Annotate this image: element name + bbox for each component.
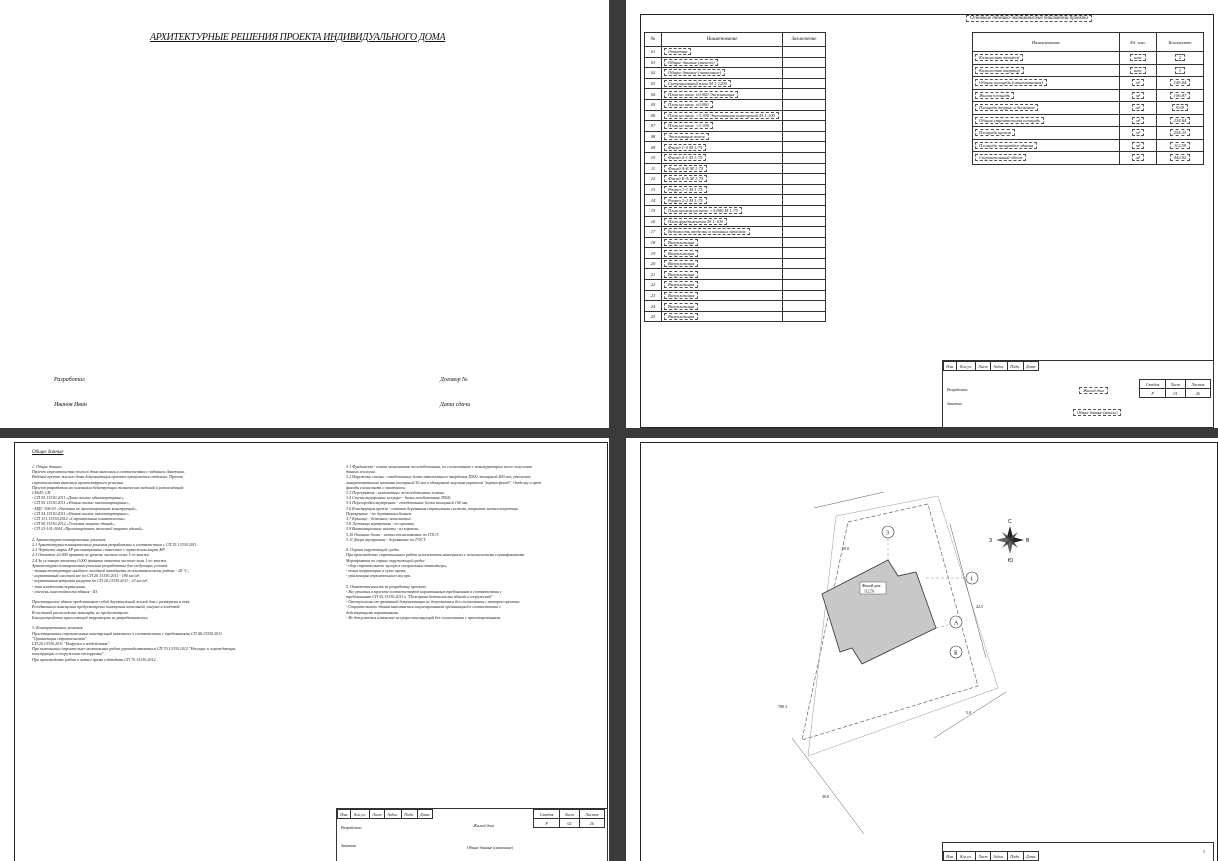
tep-value-text: 2 bbox=[1175, 54, 1185, 61]
register-title-text: Общие данные (начало) bbox=[664, 59, 718, 66]
tep-value-text: 112.59 bbox=[1170, 142, 1190, 149]
register-title bbox=[662, 280, 783, 291]
stamp-sheet-title: Общие данные (окончание) bbox=[467, 845, 514, 850]
register-title-text: Фасад Б-А М 1:75 bbox=[664, 175, 707, 182]
stamp-stage-label: Листов bbox=[1185, 380, 1210, 389]
register-number: 24 bbox=[645, 301, 662, 312]
drawing-register-table bbox=[644, 32, 826, 322]
title-block bbox=[336, 808, 608, 861]
register-header-cell: Наименование bbox=[662, 33, 783, 47]
tep-unit-text: м³ bbox=[1132, 154, 1144, 161]
stamp-header-cell: Подп. bbox=[1007, 852, 1023, 861]
register-note bbox=[783, 195, 826, 206]
register-note bbox=[783, 163, 826, 174]
tep-name bbox=[973, 77, 1120, 90]
register-title bbox=[662, 269, 783, 280]
stamp-stage-label: Лист bbox=[1166, 380, 1186, 389]
register-title bbox=[662, 152, 783, 163]
register-title bbox=[662, 78, 783, 89]
register-number: 23 bbox=[645, 290, 662, 301]
axis-label: Б bbox=[954, 650, 958, 657]
stamp-header-row bbox=[943, 361, 1039, 371]
register-row bbox=[645, 269, 826, 280]
site-plan-drawing bbox=[626, 438, 1218, 861]
register-number: 12 bbox=[645, 174, 662, 185]
register-row bbox=[645, 57, 826, 68]
stamp-customer: Заказчик bbox=[947, 401, 963, 406]
stamp-header-cell: Кол.уч. bbox=[957, 362, 975, 371]
tep-header-cell: Количество bbox=[1157, 33, 1204, 52]
register-row bbox=[645, 205, 826, 216]
register-title-text: Экспликация полов bbox=[664, 133, 709, 140]
stamp-sheet-title: Общие данные (начало) bbox=[1073, 409, 1121, 416]
register-number: 13 bbox=[645, 184, 662, 195]
stamp-header-cell: Лист bbox=[369, 810, 384, 819]
register-note bbox=[783, 142, 826, 153]
tep-unit-text: м² bbox=[1132, 129, 1144, 136]
stamp-stage-table bbox=[533, 809, 605, 828]
stamp-header-cell: Изм. bbox=[944, 362, 957, 371]
tep-name-text: Общая строительная площадь bbox=[975, 117, 1044, 124]
register-row bbox=[645, 142, 826, 153]
tep-name bbox=[973, 139, 1120, 152]
stamp-project: Жилой дом bbox=[473, 823, 494, 828]
register-title bbox=[662, 184, 783, 195]
tep-unit-text: шт. bbox=[1130, 54, 1146, 61]
dim-label: 30.0 bbox=[822, 794, 829, 799]
tep-value-text: 106.87 bbox=[1170, 92, 1191, 99]
register-title bbox=[662, 89, 783, 100]
tep-value bbox=[1157, 152, 1204, 165]
building-footprint bbox=[822, 560, 936, 664]
register-note bbox=[783, 89, 826, 100]
axis-label: 1 bbox=[970, 576, 973, 583]
register-title-text: Разрез 2-2 М 1:75 bbox=[664, 197, 707, 204]
stamp-header-cell: Кол.уч. bbox=[957, 852, 975, 861]
tep-title: Основные технико-экономические показатели проекта bbox=[966, 15, 1092, 22]
contract-label: Договор № bbox=[440, 377, 468, 383]
register-row bbox=[645, 152, 826, 163]
register-row bbox=[645, 301, 826, 312]
stamp-header-cell: №док. bbox=[990, 852, 1007, 861]
compass-north-label: С bbox=[1008, 519, 1012, 525]
register-title-text: Ведомость отделки и оконных проёмов bbox=[664, 228, 750, 235]
register-number: 22 bbox=[645, 280, 662, 291]
tep-row bbox=[973, 77, 1204, 90]
register-title-text: Визуализация bbox=[664, 313, 698, 320]
tep-name bbox=[973, 102, 1120, 115]
register-title-text: Визуализация bbox=[664, 250, 698, 257]
tep-unit-text: м² bbox=[1132, 92, 1144, 99]
register-note bbox=[783, 152, 826, 163]
register-title bbox=[662, 205, 783, 216]
dimension-line bbox=[792, 738, 864, 834]
register-title-text: План кровли на отм. +5.800 М 1:75 bbox=[664, 207, 742, 214]
compass-south-label: Ю bbox=[1008, 558, 1014, 564]
date-label: Дата сдачи bbox=[440, 402, 471, 408]
tep-name bbox=[973, 152, 1120, 165]
building-area: 112.59 bbox=[864, 589, 875, 594]
register-row bbox=[645, 280, 826, 291]
tep-name bbox=[973, 127, 1120, 140]
tep-name bbox=[973, 52, 1120, 65]
register-title bbox=[662, 174, 783, 185]
plot-area: 700.3 bbox=[778, 704, 787, 709]
tep-value bbox=[1157, 139, 1204, 152]
stamp-sheet-number: 3 bbox=[1203, 849, 1205, 854]
tep-unit bbox=[1120, 152, 1157, 165]
tep-value-text: 1 bbox=[1175, 67, 1185, 74]
register-number: 19 bbox=[645, 248, 662, 259]
notes-sheet bbox=[0, 438, 609, 861]
notes-column-1: 1. Общие данные. Проект строительства жилого дома выполнен в соответствии с заданием Заказчика. Рабочий проект жилого дома документация проекта прилагается отдельно. Проект строительства выполнен архитектурного решения. Проект разработан на основании действующих технических заданий и рекомендаций: СНиП, СП - СП 55.13330.2011 «Дома жилые одноквартирные», - СП 55.13330.2011 «Здания жилые многоквартирные», - МДС 106-03 «Указания по проектированию конструкций», - СП 54.13330.2011 «Здания жилые многоквартирные», - СП 131.13330.2012 «Строительная климатология», - СП 50.13330.2012 «Тепловая защита зданий», - СП 23-101-2004 «Проектирование тепловой защиты зданий» 2. Архитектурно-планировочные решения. 2.1 Архитектурно-планировочные решения разработаны в соответствии с СП 55.13330.2011. 2.2 Чертежи марки АР рассматривать совместно с чертежами марки КР. 2.3 Отметка ±0.000 принята за уровень чистого пола 1-го этажа. 2.4 За условную отметку 0.000 принята отметка чистого пола 1-го этажа. Архитектурно-планировочные решения разработаны для следующих условий: - зимняя температура наиболее холодной пятидневки по климатическому району - 28 °С, - нормативный снеговой вес по СП 20.13330.2011 - 180 кгс/м², - нормативная ветровая нагрузка по СП 20.13330.2011 - 23 кгс/м², - зона влажности нормальная, - степень огнестойкости здания - III. Проектируемое здание представляет собой двухэтажный жилой дом с размерами в осях. В подвальном помещении предусмотрены помещения котельной, санузла и кладовой. В гостиной расположена мансарда, не предусмотрено. Благоустройство прилегающей территории не разрабатывалось. 3. Конструктивные решения. Проектирование строительных конструкций выполнено в соответствии с требованиями СП 48.13330.2011 "Организация строительства". СП 20.13330.2011 "Нагрузки и воздействия". При выполнении строительно-монтажных работ руководствоваться СП 70.13330.2012 "Несущие и ограждающие конструкции и сооружения от коррозии". При производстве работ в зимнее время соблюдать СП 70.13330.2012 bbox=[32, 464, 236, 662]
register-title-text: Фасад А-Б М 1:75 bbox=[664, 165, 707, 172]
tep-unit bbox=[1120, 89, 1157, 102]
register-note bbox=[783, 301, 826, 312]
stamp-header-cell: №док. bbox=[990, 362, 1007, 371]
register-number: 08 bbox=[645, 131, 662, 142]
register-sheet bbox=[626, 0, 1218, 428]
tep-unit bbox=[1120, 139, 1157, 152]
tep-table bbox=[972, 32, 1204, 165]
stamp-stage-value: 01 bbox=[1166, 389, 1186, 398]
stamp-stage-label: Стадия bbox=[534, 810, 560, 819]
register-note bbox=[783, 68, 826, 79]
register-row bbox=[645, 47, 826, 58]
register-title-text: Разрез 1-1 М 1:75 bbox=[664, 186, 707, 193]
register-note bbox=[783, 131, 826, 142]
notes-column-2: 3.1 Фундамент - плита монолитная железобетонная, по согласованию с конструктором после получения данных геологии. 3.2 Наружные стены - газобетонные блоки автоклавного твердения D500, толщиной 400 мм, утепление минераловатными плитами толщиной 50 мм и облицовкой лицевым кирпичом "кирпич фасад". Отделку и цвет фасада согласовать с заказчиком. 3.3 Перекрытия - монолитные железобетонные плиты. 3.4 Стены внутренние несущие - блоки газобетонные D500. 3.5 Перегородки внутренние - газобетонные блоки толщиной 100 мм. 3.6 Конструкция кровли - скатная деревянная стропильная система, покрытие металлочерепица. Перекрытие - по деревянным балкам. 3.7 Крыльцо - бетонное, монолитное. 3.8 Лестница внутренняя - по проекту. 3.9 Вентиляционные шахты - из кирпича. 3.10 Оконные блоки - металлопластиковые по ГОСТ. 3.11 Двери внутренние - деревянные по ГОСТ. 4. Охрана окружающей среды. При производстве строительных работ использовать материалы с гигиеническими сертификатами. Мероприятия по охране окружающей среды: - сбор строительного мусора в специальные контейнеры, - полив территории в сухое время, - утилизация строительного мусора. 5. Ответственность за разработку проекта. - Все решения в проекте соответствуют нормативным требованиям в соответствии с требованиями СП 55.13330.2011 и "Пожарная безопасность зданий и сооружений". - Отступления от проектной документации не допускаются без согласования с автором проекта. - Строительство здания выполняется лицензированной организацией в соответствии с действующими нормативами. - Не допускается изменение несущих конструкций без согласования с проектировщиком. bbox=[346, 464, 542, 620]
register-number: 09 bbox=[645, 142, 662, 153]
register-note bbox=[783, 205, 826, 216]
register-header-cell: Заключение bbox=[783, 33, 826, 47]
register-title-text: План на отм. +3.300 Экспликация помещений М 1:100 bbox=[664, 112, 779, 119]
compass-east-label: В bbox=[1026, 538, 1030, 544]
register-title-text: Отметка bbox=[664, 48, 691, 55]
stamp-stage-value: Р bbox=[534, 819, 560, 828]
tep-name-text: Количество квартир bbox=[975, 67, 1024, 74]
register-title bbox=[662, 301, 783, 312]
register-row bbox=[645, 290, 826, 301]
tep-row bbox=[973, 89, 1204, 102]
tep-header-cell: Наименование bbox=[973, 33, 1120, 52]
tep-unit-text: м² bbox=[1132, 117, 1144, 124]
register-number: 11 bbox=[645, 163, 662, 174]
tep-name bbox=[973, 89, 1120, 102]
stamp-header-cell: Изм. bbox=[944, 852, 957, 861]
tep-row bbox=[973, 64, 1204, 77]
title-block bbox=[942, 842, 1214, 861]
stamp-header-cell: Дата bbox=[1023, 362, 1038, 371]
register-note bbox=[783, 78, 826, 89]
register-number: 10 bbox=[645, 152, 662, 163]
stamp-header-cell: Лист bbox=[975, 362, 990, 371]
tep-value bbox=[1157, 114, 1204, 127]
tep-row bbox=[973, 152, 1204, 165]
register-number: 01 bbox=[645, 47, 662, 58]
tep-row bbox=[973, 139, 1204, 152]
tep-name-text: Общая площадь (отапливаемая) bbox=[975, 79, 1047, 86]
register-title-text: Фасад 4-1 М 1:75 bbox=[664, 154, 706, 161]
register-number: 21 bbox=[645, 269, 662, 280]
register-note bbox=[783, 216, 826, 227]
axis-label: 3 bbox=[886, 530, 889, 537]
tep-row bbox=[973, 127, 1204, 140]
register-title-text: План на отм. ±0.000 bbox=[664, 101, 713, 108]
tep-name-text: Площадь террас и балконов bbox=[975, 104, 1038, 111]
tep-unit bbox=[1120, 114, 1157, 127]
register-title-text: План на отм. ±0.000 Экспликация bbox=[664, 91, 738, 98]
register-note bbox=[783, 227, 826, 238]
stamp-stage-table bbox=[1139, 379, 1211, 398]
tep-value-text: 442.02 bbox=[1170, 154, 1191, 161]
register-title-text: План фундаментов М 1:100 bbox=[664, 218, 727, 225]
tep-row bbox=[973, 102, 1204, 115]
register-note bbox=[783, 47, 826, 58]
register-header-cell: № bbox=[645, 33, 662, 47]
register-note bbox=[783, 237, 826, 248]
tep-name-text: Количество этажей bbox=[975, 54, 1023, 61]
register-note bbox=[783, 311, 826, 322]
stamp-header-row bbox=[337, 809, 433, 819]
tep-name-text: Площадь кровли bbox=[975, 129, 1015, 136]
register-note bbox=[783, 290, 826, 301]
register-number: 05 bbox=[645, 99, 662, 110]
dimension-line bbox=[814, 492, 884, 508]
register-note bbox=[783, 174, 826, 185]
tep-value bbox=[1157, 77, 1204, 90]
compass-west-label: З bbox=[989, 538, 993, 544]
register-number: 17 bbox=[645, 227, 662, 238]
tep-value bbox=[1157, 89, 1204, 102]
stamp-developer: Разработал bbox=[947, 387, 968, 392]
register-title bbox=[662, 216, 783, 227]
register-row bbox=[645, 163, 826, 174]
tep-value-text: 254.25 bbox=[1170, 129, 1191, 136]
notes-heading: Общие данные bbox=[32, 450, 64, 455]
register-title bbox=[662, 258, 783, 269]
tep-unit-text: м² bbox=[1132, 142, 1144, 149]
tep-unit bbox=[1120, 127, 1157, 140]
stamp-header-cell: Кол.уч. bbox=[351, 810, 369, 819]
register-number: 04 bbox=[645, 89, 662, 100]
register-title bbox=[662, 248, 783, 259]
tep-value-text: 145.04 bbox=[1170, 79, 1191, 86]
register-note bbox=[783, 99, 826, 110]
register-note bbox=[783, 280, 826, 291]
stamp-project: Жилой дом bbox=[1079, 387, 1108, 394]
north-compass bbox=[989, 519, 1030, 564]
tep-unit-text: м² bbox=[1132, 79, 1144, 86]
tep-value bbox=[1157, 102, 1204, 115]
register-number: 20 bbox=[645, 258, 662, 269]
register-row bbox=[645, 121, 826, 132]
register-title bbox=[662, 227, 783, 238]
dimension-line bbox=[950, 524, 986, 658]
stamp-header-cell: Лист bbox=[975, 852, 990, 861]
tep-value-text: 214.64 bbox=[1170, 117, 1191, 124]
project-title: АРХИТЕКТУРНЫЕ РЕШЕНИЯ ПРОЕКТА ИНДИВИДУАЛЬНОГО ДОМА bbox=[150, 32, 446, 43]
register-row bbox=[645, 311, 826, 322]
register-title-text: Фасад 1-4 М 1:75 bbox=[664, 144, 706, 151]
register-title bbox=[662, 110, 783, 121]
tep-value-text: 9.69 bbox=[1172, 104, 1188, 111]
register-number: 02 bbox=[645, 68, 662, 79]
register-title-text: Визуализация bbox=[664, 260, 698, 267]
register-note bbox=[783, 184, 826, 195]
register-title-text: Визуализация bbox=[664, 281, 698, 288]
stamp-header-cell: №док. bbox=[384, 810, 401, 819]
tep-name-text: Жилая площадь bbox=[975, 92, 1014, 99]
register-number: 03 bbox=[645, 78, 662, 89]
register-row bbox=[645, 131, 826, 142]
stamp-header-cell: Дата bbox=[1023, 852, 1038, 861]
tep-value bbox=[1157, 52, 1204, 65]
tep-unit bbox=[1120, 52, 1157, 65]
stamp-header-cell: Подп. bbox=[401, 810, 417, 819]
register-number: 14 bbox=[645, 195, 662, 206]
tep-row bbox=[973, 52, 1204, 65]
register-row bbox=[645, 174, 826, 185]
title-sheet bbox=[0, 0, 609, 428]
register-title bbox=[662, 195, 783, 206]
register-note bbox=[783, 248, 826, 259]
stamp-stage-value: 26 bbox=[1185, 389, 1210, 398]
register-number: 07 bbox=[645, 121, 662, 132]
register-title bbox=[662, 131, 783, 142]
register-number: 25 bbox=[645, 311, 662, 322]
register-title-text: Визуализация bbox=[664, 271, 698, 278]
register-title bbox=[662, 290, 783, 301]
site-plan-sheet bbox=[626, 438, 1218, 861]
tep-name-text: Строительный объём bbox=[975, 154, 1026, 161]
tep-value bbox=[1157, 64, 1204, 77]
stamp-stage-value: 26 bbox=[579, 819, 604, 828]
stamp-header-cell: Подп. bbox=[1007, 362, 1023, 371]
register-row bbox=[645, 248, 826, 259]
stamp-stage-value: Р bbox=[1140, 389, 1166, 398]
stamp-header-cell: Изм. bbox=[338, 810, 351, 819]
dim-label: 5.0 bbox=[966, 710, 971, 715]
register-title bbox=[662, 68, 783, 79]
register-row bbox=[645, 227, 826, 238]
register-row bbox=[645, 89, 826, 100]
register-row bbox=[645, 78, 826, 89]
register-title-text: Визуализация bbox=[664, 303, 698, 310]
tep-unit bbox=[1120, 64, 1157, 77]
stamp-stage-label: Лист bbox=[560, 810, 580, 819]
register-title-text: Визуализация bbox=[664, 292, 698, 299]
register-note bbox=[783, 121, 826, 132]
register-title-text: Визуализация bbox=[664, 239, 698, 246]
register-title bbox=[662, 99, 783, 110]
title-block bbox=[942, 360, 1214, 428]
developer-name: Иванов Иван bbox=[54, 402, 87, 408]
register-row bbox=[645, 184, 826, 195]
register-number: 01 bbox=[645, 57, 662, 68]
tep-name bbox=[973, 64, 1120, 77]
tep-unit bbox=[1120, 77, 1157, 90]
register-title bbox=[662, 121, 783, 132]
tep-row bbox=[973, 114, 1204, 127]
stamp-customer: Заказчик bbox=[341, 843, 357, 848]
register-number: 18 bbox=[645, 237, 662, 248]
register-row bbox=[645, 258, 826, 269]
register-note bbox=[783, 110, 826, 121]
tep-name bbox=[973, 114, 1120, 127]
tep-name-text: Площадь застройки здания bbox=[975, 142, 1037, 149]
tep-unit bbox=[1120, 102, 1157, 115]
stamp-stage-label: Листов bbox=[579, 810, 604, 819]
register-row bbox=[645, 237, 826, 248]
stamp-stage-label: Стадия bbox=[1140, 380, 1166, 389]
register-title-text: План на отм. +3.300 bbox=[664, 122, 713, 129]
stamp-header-row bbox=[943, 851, 1039, 861]
register-row bbox=[645, 110, 826, 121]
stamp-stage-value: 02 bbox=[560, 819, 580, 828]
building-label: Жилой дом bbox=[862, 584, 881, 588]
register-title bbox=[662, 142, 783, 153]
register-row bbox=[645, 99, 826, 110]
register-note bbox=[783, 258, 826, 269]
register-row bbox=[645, 195, 826, 206]
register-number: 15 bbox=[645, 205, 662, 216]
register-row bbox=[645, 216, 826, 227]
register-title-text: Общие данные (окончание) bbox=[664, 69, 725, 76]
register-note bbox=[783, 269, 826, 280]
register-row bbox=[645, 68, 826, 79]
register-title-text: Ситуационный план М 1:1200 bbox=[664, 80, 731, 87]
dim-label: 10.0 bbox=[842, 546, 849, 551]
register-number: 06 bbox=[645, 110, 662, 121]
tep-header-cell: Ед. изм. bbox=[1120, 33, 1157, 52]
register-title bbox=[662, 57, 783, 68]
dimension-line bbox=[934, 692, 1006, 738]
stamp-developer: Разработал bbox=[341, 825, 362, 830]
axis-label: А bbox=[954, 620, 959, 627]
axis-line bbox=[936, 624, 952, 628]
register-number: 16 bbox=[645, 216, 662, 227]
register-title bbox=[662, 311, 783, 322]
register-note bbox=[783, 57, 826, 68]
dim-label: 22.5 bbox=[976, 604, 983, 609]
tep-value bbox=[1157, 127, 1204, 140]
stamp-header-cell: Дата bbox=[417, 810, 432, 819]
tep-unit-text: м² bbox=[1132, 104, 1144, 111]
tep-unit-text: шт. bbox=[1130, 67, 1146, 74]
developer-label: Разработал bbox=[54, 377, 85, 383]
register-title bbox=[662, 163, 783, 174]
register-title bbox=[662, 237, 783, 248]
register-title bbox=[662, 47, 783, 58]
